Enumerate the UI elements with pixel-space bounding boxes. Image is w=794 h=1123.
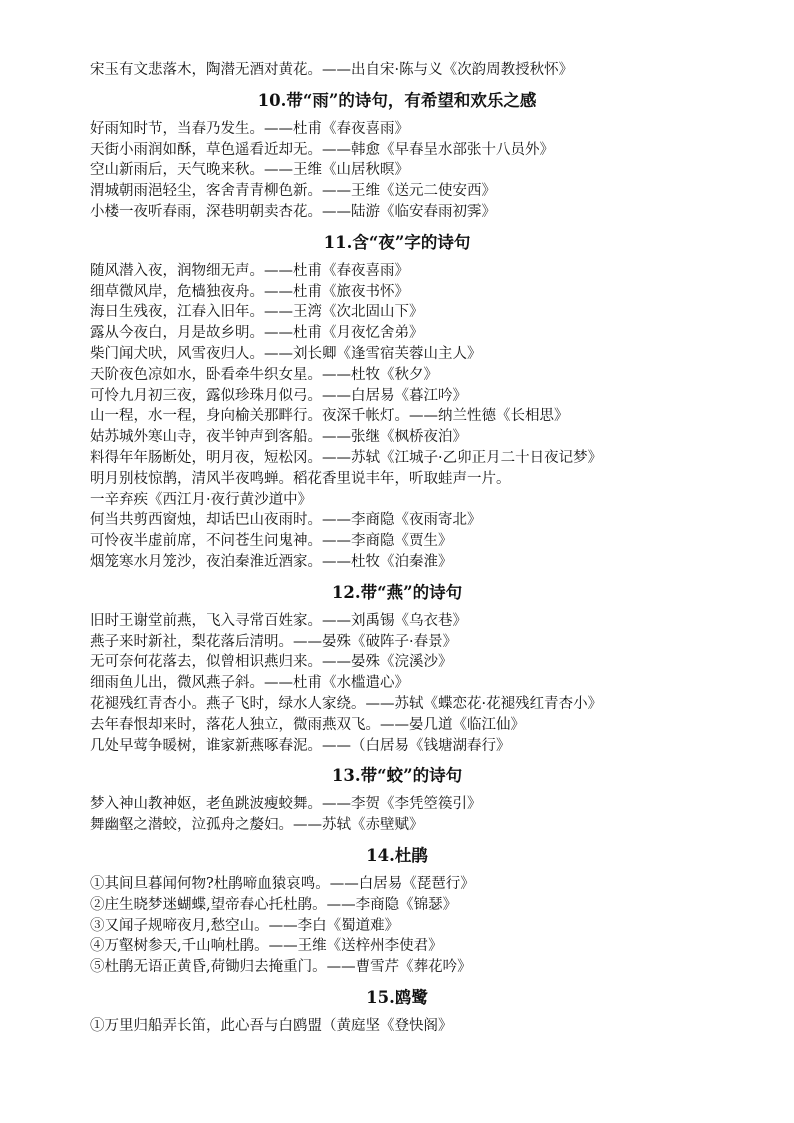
section-heading: 14.杜鹃: [366, 846, 428, 865]
poem-line: 细雨鱼儿出，微风燕子斜。——杜甫《水槛遣心》: [90, 675, 409, 692]
poem-line: 山一程，水一程，身向榆关那畔行。夜深千帐灯。——纳兰性德《长相思》: [90, 408, 569, 425]
section-heading: 12.带“燕”的诗句: [331, 582, 463, 602]
poem-line: 柴门闻犬吠，风雪夜归人。——刘长卿《逢雪宿芙蓉山主人》: [90, 346, 482, 362]
poem-line: 细草微风岸，危樯独夜舟。——杜甫《旅夜书怀》: [90, 283, 409, 300]
poem-line: 天街小雨润如酥，草色遥看近却无。——韩愈《早春呈水部张十八员外》: [90, 141, 554, 158]
poem-line: 无可奈何花落去，似曾相识燕归来。——晏殊《浣溪沙》: [90, 654, 453, 671]
section-heading: 11.含“夜”字的诗句: [323, 232, 471, 252]
poem-line: 好雨知时节，当春乃发生。——杜甫《春夜喜雨》: [90, 120, 409, 137]
poem-line: 料得年年肠断处，明月夜，短松冈。——苏轼《江城子·乙卯正月二十日夜记梦》: [90, 450, 603, 466]
section-heading: 10.带“雨”的诗句，有希望和欢乐之感: [257, 90, 537, 110]
poem-line: 露从今夜白，月是故乡明。——杜甫《月夜忆舍弟》: [90, 325, 424, 342]
poem-line: 梦入神山教神妪，老鱼跳波瘦蛟舞。——李贺《李凭箜篌引》: [90, 796, 482, 813]
poem-line: 一辛弃疾《西江月·夜行黄沙道中》: [90, 491, 313, 508]
poem-line: 明月别枝惊鹊，清风半夜鸣蝉。稻花香里说丰年，听取蛙声一片。: [90, 470, 511, 487]
poem-line: 去年春恨却来时，落花人独立，微雨燕双飞。——晏几道《临江仙》: [90, 716, 525, 733]
poem-line: 可怜九月初三夜，露似珍珠月似弓。——白居易《暮江吟》: [90, 387, 467, 404]
poem-line: ④万壑树参天,千山响杜鹃。——王维《送梓州李使君》: [90, 938, 443, 955]
poem-line: ⑤杜鹃无语正黄昏,荷锄归去掩重门。——曹雪芹《葬花吟》: [90, 959, 472, 976]
poem-line: 何当共剪西窗烛，却话巴山夜雨时。——李商隐《夜雨寄北》: [90, 512, 482, 529]
poem-line: 烟笼寒水月笼沙，夜泊秦淮近酒家。——杜牧《泊秦淮》: [90, 554, 453, 570]
poem-line: 花褪残红青杏小。燕子飞时，绿水人家绕。——苏轼《蝶恋花·花褪残红青杏小》: [90, 696, 603, 712]
poem-line: 几处早莺争暖树，谁家新燕啄春泥。——（白居易《钱塘湖春行》: [90, 737, 511, 754]
poem-line: 天阶夜色凉如水，卧看牵牛织女星。——杜牧《秋夕》: [90, 366, 438, 383]
poem-line: ③又闻子规啼夜月,愁空山。——李白《蜀道难》: [90, 917, 400, 934]
poem-line: 宋玉有文悲落木，陶潜无酒对黄花。——出自宋·陈与义《次韵周教授秋怀》: [90, 62, 574, 78]
poem-line: 随风潜入夜，润物细无声。——杜甫《春夜喜雨》: [90, 262, 409, 279]
poem-line: ①万里归船弄长笛，此心吾与白鸥盟（黄庭坚《登快阁》: [90, 1018, 453, 1034]
section-heading: 15.鸥鹭: [366, 988, 428, 1007]
section-heading: 13.带“蛟”的诗句: [331, 766, 463, 786]
poem-line: 小楼一夜听春雨，深巷明朝卖杏花。——陆游《临安春雨初霁》: [90, 204, 496, 220]
poem-line: 姑苏城外寒山寺，夜半钟声到客船。——张继《枫桥夜泊》: [90, 429, 467, 446]
poem-line: 可怜夜半虚前席，不问苍生问鬼神。——李商隐《贾生》: [90, 533, 453, 550]
poem-line: 海日生残夜，江春入旧年。——王湾《次北固山下》: [90, 304, 424, 321]
poem-line: 燕子来时新社，梨花落后清明。——晏殊《破阵子·春景》: [90, 633, 458, 650]
poem-line: 舞幽壑之潜蛟，泣孤舟之嫠妇。——苏轼《赤壁赋》: [90, 817, 424, 834]
poem-line: 旧时王谢堂前燕，飞入寻常百姓家。——刘禹锡《乌衣巷》: [90, 612, 467, 629]
poem-line: ②庄生晓梦迷蝴蝶,望帝春心托杜鹃。——李商隐《锦瑟》: [90, 896, 458, 913]
poem-line: 空山新雨后，天气晚来秋。——王维《山居秋暝》: [90, 162, 409, 179]
poem-line: 渭城朝雨浥轻尘，客舍青青柳色新。——王维《送元二使安西》: [90, 183, 496, 200]
poem-line: ①其间旦暮闻何物?杜鹃啼血猿哀鸣。——白居易《琵琶行》: [90, 876, 475, 892]
